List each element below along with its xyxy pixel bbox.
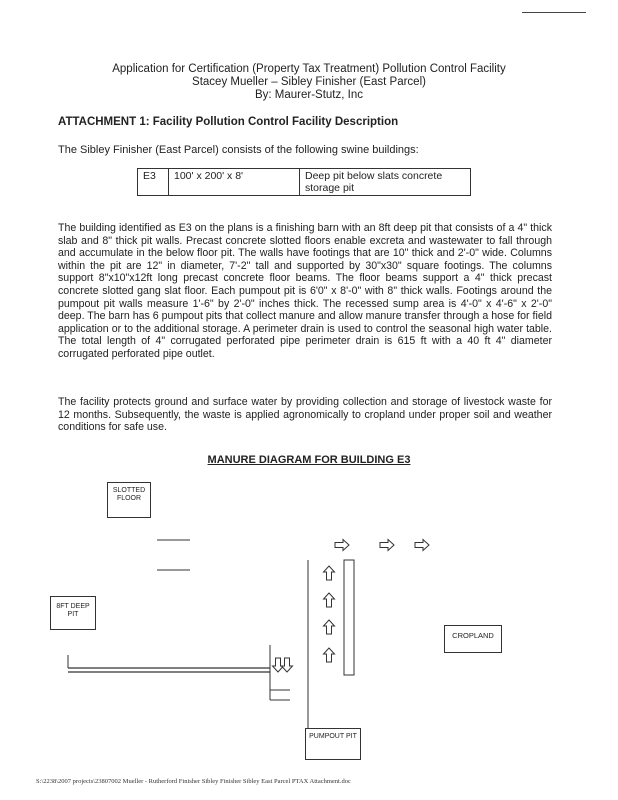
attachment-heading: ATTACHMENT 1: Facility Pollution Control Facility Description [58,116,399,128]
header-line-2: Stacey Mueller – Sibley Finisher (East Parcel) [192,76,426,88]
flow-arrow-up-icon [324,566,335,580]
building-dimensions: 100' x 200' x 8' [169,169,300,196]
flow-arrow-right-icon [380,540,394,551]
description-paragraph-1: The building identified as E3 on the plans is a finishing barn with an 8ft deep pit that consists of a 4" thick slab and 8" thick pit walls. Precast concrete slotted floors enable excreta and wastewater to fall through and accumulate in the below floor pit. The walls have footings that are 10" thick and 2'-0" wide. Columns within the pit are 12" in diameter, 7'-2" tall and supported by 30"x30" square footings. The columns support 8"x10"x12ft long precast concrete floor beams. The floor beams support a 4" thick precast concrete slotted gang slat floor. Each pumpout pit is 6'0" x 8'-0" with 8" thick walls. Footings around the pumpout pit walls measure 1'-6" by 2'-0" inches thick. The recessed sump area is 4'-0" x 4'-6" x 2'-0" deep. The barn has 6 pumpout pits that collect manure and allow manure transfer through a hose for field application or to the additional storage. A perimeter drain is used to control the seasonal high water table. The total length of 4" corrugated perforated pipe perimeter drain is 615 ft with a 40 ft 4" diameter corrugated perforated pipe outlet. [58,222,552,360]
pumpout-pit-label: PUMPOUT PIT [309,733,357,740]
hose-pipe [344,560,354,675]
flow-arrow-down-icon [282,658,293,672]
building-id: E3 [138,169,169,196]
header-line-3: By: Maurer-Stutz, Inc [254,89,363,101]
flow-arrow-up-icon [324,648,335,662]
building-description: Deep pit below slats concrete storage pit [300,169,471,196]
flow-arrow-up-icon [324,593,335,607]
deep-pit-box [50,596,96,630]
flow-arrow-right-icon [415,540,429,551]
cropland-label: CROPLAND [452,631,494,640]
diagram-title: MANURE DIAGRAM FOR BUILDING E3 [207,454,411,466]
intro-text: The Sibley Finisher (East Parcel) consists of the following swine buildings: [58,144,419,156]
header-line-1: Application for Certification (Property Tax Treatment) Pollution Control Facility [112,63,506,75]
flow-arrow-right-icon [335,540,349,551]
deep-pit-label: 8FT DEEP PIT [56,603,90,618]
flow-arrow-up-icon [324,620,335,634]
pumpout-pit-box [305,728,361,760]
footer-file-path: S:\2238\2007 projects\23807002 Mueller - Rutherford Finisher Sibley Finisher Sibley East Parcel PTAX Attachment.doc [36,778,351,785]
slotted-floor-box [107,482,151,518]
description-paragraph-2: The facility protects ground and surface water by providing collection and storage of livestock waste for 12 months. Subsequently, the waste is applied agronomically to cropland under proper soil and weather conditions for safe use. [58,396,552,434]
slotted-floor-label: SLOTTED FLOOR [112,487,146,502]
cropland-box [444,625,502,653]
flow-arrow-down-icon [273,658,284,672]
